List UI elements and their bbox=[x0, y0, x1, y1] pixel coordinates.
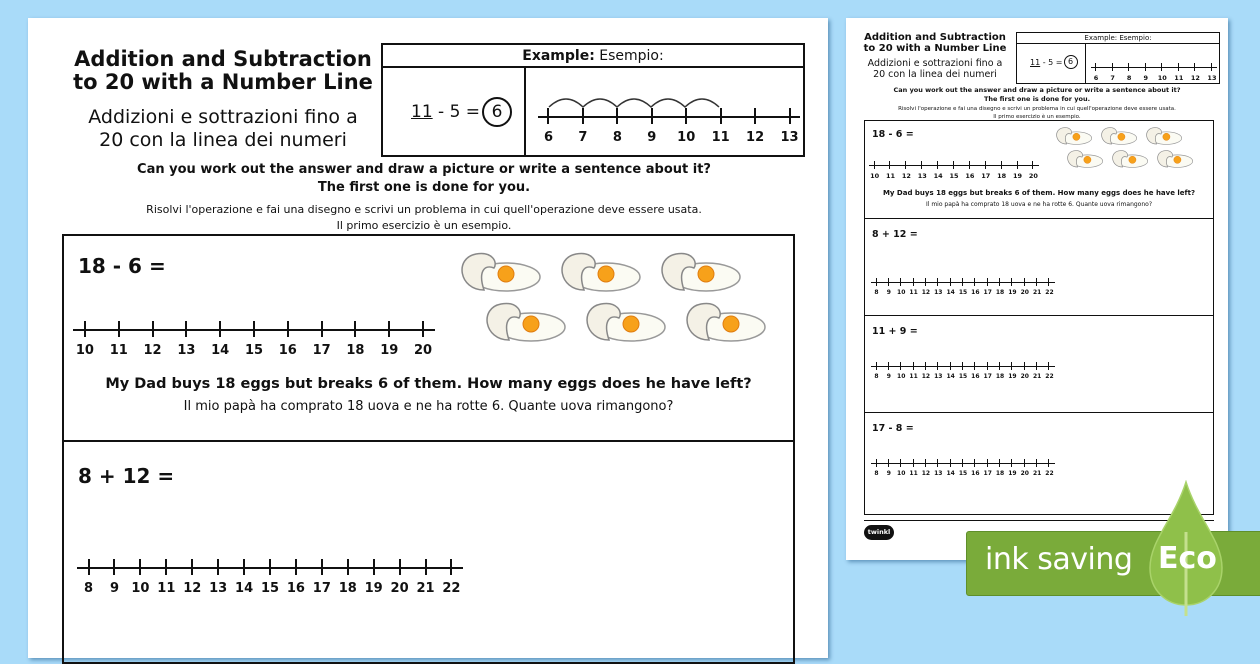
number-line-tick bbox=[913, 278, 914, 286]
number-line-label: 15 bbox=[949, 171, 959, 180]
number-line-label: 21 bbox=[416, 580, 435, 596]
question-equation: 17 - 8 = bbox=[872, 423, 914, 434]
number-line-label: 16 bbox=[971, 372, 980, 380]
number-line-label: 13 bbox=[934, 469, 943, 477]
number-line-label: 14 bbox=[946, 372, 955, 380]
number-line-tick bbox=[913, 362, 914, 370]
number-line-tick bbox=[152, 321, 154, 337]
number-line-tick bbox=[962, 459, 963, 467]
number-line-label: 12 bbox=[921, 288, 931, 296]
number-line-label: 22 bbox=[1045, 469, 1054, 477]
number-line-label: 13 bbox=[934, 288, 943, 296]
number-line-label: 17 bbox=[312, 342, 331, 358]
number-line-tick bbox=[185, 321, 187, 337]
number-line-label: 10 bbox=[897, 288, 906, 296]
number-line-tick bbox=[1178, 63, 1179, 71]
number-line-label: 9 bbox=[886, 288, 891, 296]
number-line-axis bbox=[538, 116, 800, 118]
number-line-tick bbox=[219, 321, 221, 337]
number-line-label: 11 bbox=[909, 469, 918, 477]
question-equation: 8 + 12 = bbox=[872, 229, 918, 240]
number-line-tick bbox=[287, 321, 289, 337]
number-line-label: 20 bbox=[390, 580, 409, 596]
instruction-line: Il primo esercizio è un esempio. bbox=[993, 114, 1081, 120]
number-line-label: 15 bbox=[260, 580, 280, 596]
number-line-label: 21 bbox=[1032, 288, 1042, 296]
number-line-label: 14 bbox=[946, 288, 955, 296]
number-line-tick bbox=[974, 278, 975, 286]
number-line-tick bbox=[354, 321, 356, 337]
eq-number: 11 bbox=[411, 102, 433, 122]
number-line-label: 14 bbox=[211, 342, 230, 358]
number-line-label: 15 bbox=[244, 342, 264, 358]
number-line-label: 19 bbox=[1008, 372, 1017, 380]
example-equation bbox=[1030, 55, 1078, 69]
number-line-label: 17 bbox=[312, 580, 331, 596]
number-line-tick bbox=[217, 559, 219, 575]
number-line-label: 18 bbox=[997, 171, 1007, 180]
number-line-tick bbox=[1036, 278, 1037, 286]
esempio-label: Esempio: bbox=[599, 48, 664, 64]
number-line-tick bbox=[1194, 63, 1195, 71]
number-line-label: 12 bbox=[1190, 73, 1200, 82]
title-line: Addizioni e sottrazioni fino a bbox=[88, 106, 358, 128]
number-line-label: 10 bbox=[897, 372, 906, 380]
title-line: Addition and Subtraction bbox=[864, 32, 1006, 43]
number-line-label: 18 bbox=[995, 469, 1005, 477]
number-line-label: 22 bbox=[1045, 372, 1054, 380]
number-line-tick bbox=[685, 108, 687, 124]
number-line-tick bbox=[253, 321, 255, 337]
fried-egg-icon bbox=[1064, 149, 1105, 173]
number-line-tick bbox=[399, 559, 401, 575]
question-1 bbox=[865, 121, 1213, 219]
number-line-tick bbox=[925, 362, 926, 370]
number-line-label: 8 bbox=[874, 288, 879, 296]
number-line-tick bbox=[1024, 362, 1025, 370]
number-line-label: 16 bbox=[971, 469, 980, 477]
number-line-tick bbox=[876, 459, 877, 467]
number-line-label: 11 bbox=[1174, 73, 1184, 82]
title-line: Addizioni e sottrazioni fino a bbox=[867, 58, 1003, 69]
fried-egg-icon bbox=[479, 300, 569, 349]
fried-egg-icon bbox=[1143, 126, 1184, 150]
answer-circle: 6 bbox=[1064, 55, 1078, 69]
number-line-label: 9 bbox=[1143, 73, 1148, 82]
number-line-tick bbox=[450, 559, 452, 575]
number-line-tick bbox=[1048, 362, 1049, 370]
number-line-tick bbox=[987, 362, 988, 370]
title-line: 20 con la linea dei numeri bbox=[873, 69, 997, 80]
number-line-label: 14 bbox=[946, 469, 955, 477]
egg-pictures bbox=[454, 250, 784, 350]
number-line-label: 10 bbox=[870, 171, 880, 180]
divider bbox=[1085, 44, 1086, 83]
instructions-en bbox=[28, 161, 820, 197]
divider bbox=[524, 68, 526, 155]
number-line-label: 8 bbox=[874, 469, 879, 477]
example-equation bbox=[411, 97, 512, 127]
number-line-tick bbox=[616, 108, 618, 124]
number-line-tick bbox=[937, 362, 938, 370]
number-line-tick bbox=[987, 459, 988, 467]
number-line-tick bbox=[1211, 63, 1212, 71]
example-label: Example: bbox=[1084, 34, 1118, 42]
ink-saving-label: ink saving bbox=[985, 542, 1133, 577]
title-line: 20 con la linea dei numeri bbox=[99, 129, 347, 151]
question-2 bbox=[865, 219, 1213, 316]
number-line-label: 9 bbox=[647, 129, 657, 145]
number-line-tick bbox=[962, 278, 963, 286]
number-line-tick bbox=[165, 559, 167, 575]
eq-number: 11 bbox=[1030, 57, 1041, 67]
number-line-tick bbox=[876, 362, 877, 370]
number-line-tick bbox=[191, 559, 193, 575]
number-line-label: 15 bbox=[958, 372, 968, 380]
number-line-tick bbox=[969, 161, 970, 169]
number-line-tick bbox=[1011, 278, 1012, 286]
number-line-label: 10 bbox=[897, 469, 906, 477]
number-line-label: 11 bbox=[157, 580, 176, 596]
number-line-label: 12 bbox=[183, 580, 202, 596]
number-line-label: 13 bbox=[177, 342, 196, 358]
number-line-tick bbox=[999, 278, 1000, 286]
number-line-tick bbox=[905, 161, 906, 169]
number-line-label: 19 bbox=[380, 342, 399, 358]
number-line-tick bbox=[962, 362, 963, 370]
title-english bbox=[68, 48, 378, 94]
number-line-tick bbox=[1036, 362, 1037, 370]
number-line-label: 11 bbox=[109, 342, 128, 358]
number-line-tick bbox=[388, 321, 390, 337]
number-line-label: 13 bbox=[934, 372, 943, 380]
number-line-axis bbox=[1091, 67, 1217, 68]
number-line-tick bbox=[139, 559, 141, 575]
instructions-it bbox=[28, 202, 820, 234]
example-header bbox=[1017, 33, 1219, 44]
number-line-label: 17 bbox=[983, 288, 992, 296]
word-problem-it: Il mio papà ha comprato 18 uova e ne ha rotte 6. Quante uova rimangono? bbox=[183, 399, 674, 414]
number-line-tick bbox=[425, 559, 427, 575]
number-line-tick bbox=[269, 559, 271, 575]
fried-egg-icon bbox=[1109, 149, 1150, 173]
question-equation: 18 - 6 = bbox=[872, 129, 914, 140]
number-line-label: 16 bbox=[286, 580, 305, 596]
number-line-tick bbox=[900, 459, 901, 467]
number-line-axis bbox=[869, 165, 1039, 166]
number-line-tick bbox=[937, 278, 938, 286]
number-line-tick bbox=[113, 559, 115, 575]
number-line-label: 13 bbox=[780, 129, 799, 145]
number-line-tick bbox=[1011, 362, 1012, 370]
number-line-label: 13 bbox=[917, 171, 927, 180]
number-line-tick bbox=[900, 278, 901, 286]
number-line-label: 22 bbox=[442, 580, 461, 596]
number-line-tick bbox=[1024, 459, 1025, 467]
number-line-label: 17 bbox=[983, 372, 992, 380]
number-line-tick bbox=[889, 161, 890, 169]
number-line-label: 8 bbox=[874, 372, 879, 380]
title-line: to 20 with a Number Line bbox=[863, 43, 1007, 54]
number-line-axis bbox=[871, 463, 1055, 464]
number-line-tick bbox=[1001, 161, 1002, 169]
number-line-tick bbox=[84, 321, 86, 337]
number-line-tick bbox=[987, 278, 988, 286]
answer-circle: 6 bbox=[482, 97, 512, 127]
number-line-tick bbox=[1017, 161, 1018, 169]
number-line-label: 18 bbox=[995, 372, 1005, 380]
instruction-line: The first one is done for you. bbox=[317, 180, 531, 195]
number-line-label: 7 bbox=[1110, 73, 1115, 82]
number-line-label: 19 bbox=[1008, 288, 1017, 296]
number-line-label: 8 bbox=[84, 580, 94, 596]
number-line-tick bbox=[950, 459, 951, 467]
number-line-tick bbox=[243, 559, 245, 575]
number-line-tick bbox=[321, 321, 323, 337]
fried-egg-icon bbox=[1098, 126, 1139, 150]
title-italian bbox=[68, 106, 378, 152]
number-line-label: 8 bbox=[612, 129, 622, 145]
number-line-label: 10 bbox=[677, 129, 696, 145]
number-line-tick bbox=[651, 108, 653, 124]
number-line-tick bbox=[321, 559, 323, 575]
title-line: Addition and Subtraction bbox=[74, 47, 372, 71]
example-header bbox=[383, 45, 803, 68]
number-line-label: 10 bbox=[1157, 73, 1167, 82]
example-label: Example: bbox=[522, 48, 595, 64]
instructions-it bbox=[846, 105, 1228, 121]
fried-egg-icon bbox=[679, 300, 769, 349]
number-line-label: 6 bbox=[543, 129, 553, 145]
instructions-en bbox=[846, 86, 1228, 104]
number-line-label: 20 bbox=[1020, 288, 1029, 296]
number-line-tick bbox=[347, 559, 349, 575]
number-line-label: 9 bbox=[886, 469, 891, 477]
esempio-label: Esempio: bbox=[1119, 34, 1152, 42]
fried-egg-icon bbox=[454, 250, 544, 299]
number-line-label: 19 bbox=[364, 580, 383, 596]
twinkl-logo: twinkl bbox=[864, 525, 894, 540]
number-line-tick bbox=[295, 559, 297, 575]
example-box bbox=[381, 43, 805, 157]
number-line-label: 13 bbox=[209, 580, 228, 596]
number-line-tick bbox=[1161, 63, 1162, 71]
number-line-label: 21 bbox=[1032, 469, 1042, 477]
number-line-tick bbox=[999, 362, 1000, 370]
number-line-tick bbox=[925, 459, 926, 467]
instruction-line: The first one is done for you. bbox=[983, 95, 1091, 103]
number-line-tick bbox=[913, 459, 914, 467]
egg-pictures bbox=[1053, 126, 1203, 176]
number-line-label: 12 bbox=[921, 372, 931, 380]
example-box bbox=[1016, 32, 1220, 84]
number-line-label: 8 bbox=[1126, 73, 1132, 82]
word-problem-en: My Dad buys 18 eggs but breaks 6 of them. How many eggs does he have left? bbox=[105, 376, 752, 392]
number-line-label: 18 bbox=[338, 580, 357, 596]
number-line-label: 12 bbox=[143, 342, 162, 358]
instruction-line: Risolvi l'operazione e fai una disegno e scrivi un problema in cui quell'operazione deve essere usata. bbox=[146, 203, 702, 216]
number-line-label: 13 bbox=[1207, 73, 1217, 82]
number-line-label: 11 bbox=[909, 372, 918, 380]
number-line-tick bbox=[582, 108, 584, 124]
number-line-tick bbox=[1048, 278, 1049, 286]
number-line-label: 11 bbox=[909, 288, 918, 296]
number-line-label: 11 bbox=[885, 171, 896, 180]
number-line-label: 14 bbox=[235, 580, 254, 596]
number-line-label: 6 bbox=[1093, 73, 1099, 82]
number-line-label: 21 bbox=[1032, 372, 1042, 380]
number-line-label: 12 bbox=[921, 469, 931, 477]
number-line-tick bbox=[754, 108, 756, 124]
number-line-label: 12 bbox=[746, 129, 765, 145]
number-line-tick bbox=[789, 108, 791, 124]
number-line-label: 17 bbox=[981, 171, 991, 180]
number-line-label: 15 bbox=[958, 469, 968, 477]
number-line-tick bbox=[950, 362, 951, 370]
number-line-tick bbox=[1011, 459, 1012, 467]
number-line-tick bbox=[422, 321, 424, 337]
number-line-tick bbox=[950, 278, 951, 286]
number-line-label: 7 bbox=[578, 129, 588, 145]
question-equation: 18 - 6 = bbox=[78, 254, 166, 278]
number-line-label: 10 bbox=[131, 580, 150, 596]
instruction-line: Can you work out the answer and draw a picture or write a sentence about it? bbox=[893, 86, 1181, 94]
question-equation: 8 + 12 = bbox=[78, 464, 175, 488]
fried-egg-icon bbox=[554, 250, 644, 299]
word-problem-en: My Dad buys 18 eggs but breaks 6 of them. How many eggs does he have left? bbox=[882, 189, 1196, 197]
title-english bbox=[860, 32, 1010, 54]
number-line-tick bbox=[953, 161, 954, 169]
title-italian bbox=[860, 58, 1010, 80]
number-line-tick bbox=[999, 459, 1000, 467]
worksheet-preview-full bbox=[846, 18, 1228, 560]
number-line-label: 14 bbox=[933, 171, 943, 180]
number-line-tick bbox=[876, 278, 877, 286]
number-line-tick bbox=[88, 559, 90, 575]
number-line-label: 20 bbox=[1020, 469, 1029, 477]
number-line-tick bbox=[1032, 161, 1033, 169]
number-line-tick bbox=[974, 362, 975, 370]
number-line-label: 19 bbox=[1012, 171, 1023, 180]
number-line-label: 17 bbox=[983, 469, 992, 477]
number-line-tick bbox=[937, 161, 938, 169]
number-line-label: 20 bbox=[1028, 171, 1038, 180]
jump-arcs bbox=[546, 89, 726, 109]
number-line-tick bbox=[888, 278, 889, 286]
number-line-tick bbox=[547, 108, 549, 124]
fried-egg-icon bbox=[654, 250, 744, 299]
number-line-label: 11 bbox=[711, 129, 730, 145]
number-line-tick bbox=[925, 278, 926, 286]
number-line-axis bbox=[871, 366, 1055, 367]
instruction-line: Risolvi l'operazione e fai una disegno e scrivi un problema in cui quell'operazione deve essere usata. bbox=[898, 106, 1176, 112]
number-line-label: 18 bbox=[995, 288, 1005, 296]
number-line-label: 18 bbox=[346, 342, 365, 358]
number-line-axis bbox=[871, 282, 1055, 283]
question-1 bbox=[64, 236, 793, 442]
number-line-label: 10 bbox=[75, 342, 94, 358]
number-line-tick bbox=[900, 362, 901, 370]
instruction-line: Can you work out the answer and draw a picture or write a sentence about it? bbox=[137, 162, 711, 177]
number-line-tick bbox=[888, 459, 889, 467]
question-3 bbox=[865, 316, 1213, 413]
number-line-tick bbox=[1128, 63, 1129, 71]
number-line-tick bbox=[720, 108, 722, 124]
number-line-tick bbox=[985, 161, 986, 169]
number-line-label: 16 bbox=[278, 342, 297, 358]
number-line-tick bbox=[1145, 63, 1146, 71]
number-line-tick bbox=[1112, 63, 1113, 71]
eq-rest: - 5 = bbox=[1040, 57, 1063, 67]
eco-label: Eco bbox=[1158, 541, 1217, 576]
number-line-label: 16 bbox=[965, 171, 975, 180]
questions-box bbox=[864, 120, 1214, 515]
fried-egg-icon bbox=[579, 300, 669, 349]
eq-rest: - 5 = bbox=[432, 102, 481, 122]
number-line-label: 12 bbox=[901, 171, 911, 180]
number-line-label: 19 bbox=[1008, 469, 1017, 477]
fried-egg-icon bbox=[1154, 149, 1195, 173]
number-line-tick bbox=[937, 459, 938, 467]
number-line-tick bbox=[874, 161, 875, 169]
number-line-tick bbox=[1024, 278, 1025, 286]
questions-box bbox=[62, 234, 795, 664]
number-line-label: 20 bbox=[414, 342, 433, 358]
fried-egg-icon bbox=[1053, 126, 1094, 150]
number-line-tick bbox=[373, 559, 375, 575]
number-line-tick bbox=[1095, 63, 1096, 71]
number-line-label: 9 bbox=[109, 580, 120, 596]
word-problem-it: Il mio papà ha comprato 18 uova e ne ha rotte 6. Quante uova rimangono? bbox=[925, 201, 1153, 208]
number-line-tick bbox=[888, 362, 889, 370]
number-line-tick bbox=[921, 161, 922, 169]
number-line-label: 15 bbox=[958, 288, 968, 296]
worksheet-preview-large bbox=[28, 18, 828, 658]
number-line-tick bbox=[974, 459, 975, 467]
number-line-label: 9 bbox=[886, 372, 891, 380]
question-equation: 11 + 9 = bbox=[872, 326, 918, 337]
instruction-line: Il primo esercizio è un esempio. bbox=[336, 219, 512, 232]
number-line-label: 20 bbox=[1020, 372, 1029, 380]
number-line-label: 22 bbox=[1045, 288, 1054, 296]
number-line-tick bbox=[1036, 459, 1037, 467]
number-line-label: 16 bbox=[971, 288, 980, 296]
number-line-tick bbox=[1048, 459, 1049, 467]
number-line-tick bbox=[118, 321, 120, 337]
question-2 bbox=[64, 442, 793, 662]
title-line: to 20 with a Number Line bbox=[73, 70, 373, 94]
